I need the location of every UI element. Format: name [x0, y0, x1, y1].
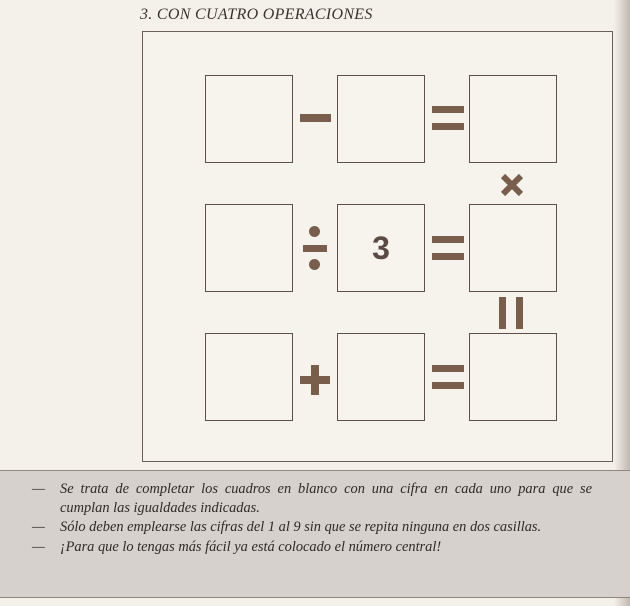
- equals-icon: [432, 236, 464, 262]
- instruction-item: [32, 538, 592, 557]
- plus-icon: [300, 365, 330, 395]
- dash-bullet: —: [32, 538, 45, 555]
- grid-cell-r2-c2[interactable]: 3: [337, 204, 425, 292]
- dash-bullet: —: [32, 481, 45, 497]
- instruction-text: Se trata de completar los cuadros en blanco con una cifra en cada uno para que se cumplan las igualdades indicadas.: [60, 481, 592, 516]
- instruction-item: [32, 518, 592, 537]
- instruction-item: [32, 480, 592, 517]
- instructions-list: [32, 480, 592, 557]
- grid-cell-r2-c3[interactable]: [469, 204, 557, 292]
- grid-cell-r3-c3[interactable]: [469, 333, 557, 421]
- puzzle-frame: [142, 31, 613, 462]
- divide-icon: [303, 226, 327, 270]
- grid-cell-r1-c3[interactable]: [469, 75, 557, 163]
- grid-cell-r1-c2[interactable]: [337, 75, 425, 163]
- multiply-icon: [499, 172, 525, 198]
- grid-cell-r3-c1[interactable]: [205, 333, 293, 421]
- puzzle-title: 3. CON CUATRO OPERACIONES: [140, 6, 373, 23]
- grid-cell-r1-c1[interactable]: [205, 75, 293, 163]
- dash-bullet: —: [32, 519, 45, 535]
- instruction-text: Sólo deben emplearse las cifras del 1 al 9 sin que se repita ninguna en dos casillas.: [60, 519, 542, 535]
- equals-icon: [432, 106, 464, 132]
- instruction-text: ¡Para que lo tengas más fácil ya está colocado el número central!: [60, 538, 442, 555]
- grid-cell-r3-c2[interactable]: [337, 333, 425, 421]
- minus-icon: [300, 114, 331, 122]
- vertical-equals-icon: [499, 297, 523, 329]
- equals-icon: [432, 365, 464, 391]
- grid-cell-r2-c1[interactable]: [205, 204, 293, 292]
